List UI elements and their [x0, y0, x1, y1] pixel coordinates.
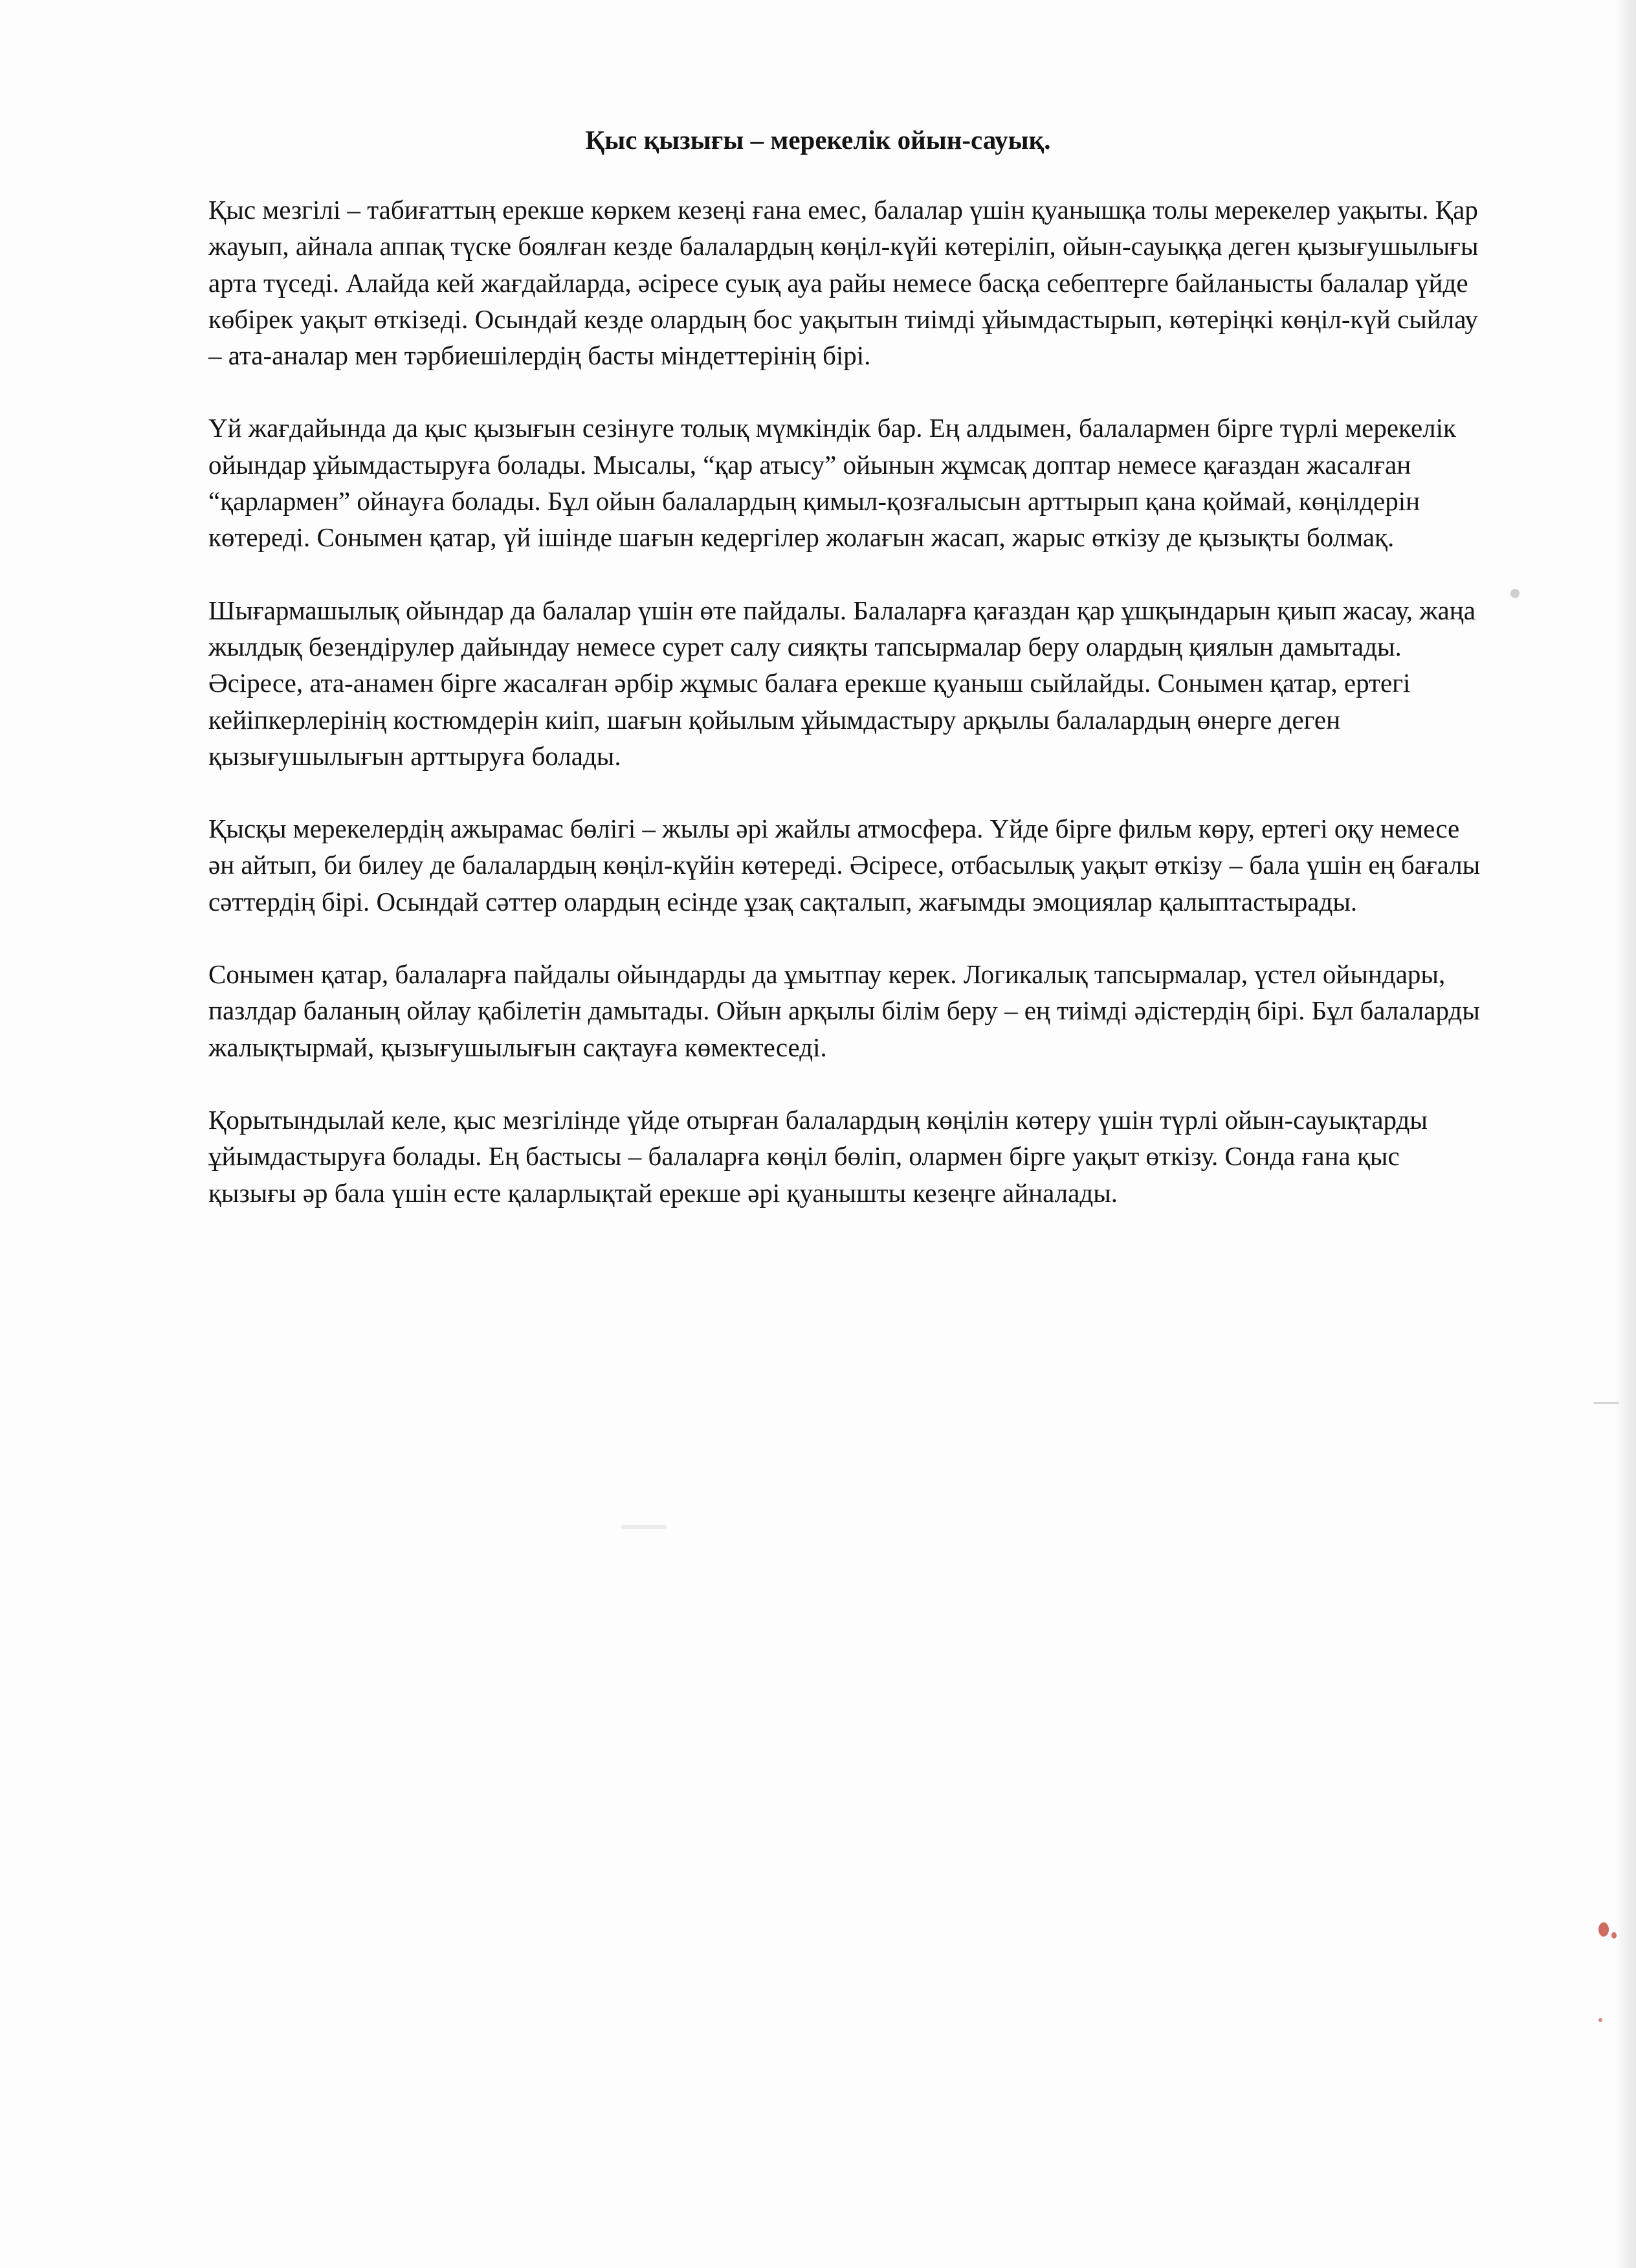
paragraph-3: Шығармашылық ойындар да балалар үшін өте пайдалы. Балаларға қағаздан қар ұшқындарын қиып жасау, жаңа жылдық безендірулер дайындау немесе сурет салу сияқты тапсырмалар беру олардың қиялын дамытады. Әсіресе, ата-анамен бірге жасалған әрбір жұмыс балаға ерекше қуаныш сыйлайды. Сонымен қатар, ертегі кейіпкерлерінің костюмдерін киіп, шағын қойылым ұйымдастыру арқылы балалардың өнерге деген қызығушылығын арттыруға болады. — [208, 595, 1476, 771]
page-edge-shadow — [1617, 0, 1636, 2268]
paragraph-4: Қысқы мерекелердің ажырамас бөлігі – жылы әрі жайлы атмосфера. Үйде бірге фильм көру, ертегі оқу немесе ән айтып, би билеу де балалардың көңіл-күйін көтереді. Әсіресе, отбасылық уақыт өткізу – бала үшін ең бағалы сәттердің бірі. Осындай сәттер олардың есінде ұзақ сақталып, жағымды эмоциялар қалыптастырады. — [208, 814, 1481, 917]
scan-smudge — [1510, 589, 1520, 598]
scan-smudge — [621, 1525, 667, 1529]
ink-spot — [1611, 1932, 1617, 1939]
paragraph-2: Үй жағдайында да қыс қызығын сезінуге толық мүмкіндік бар. Ең алдымен, балалармен бірге түрлі мерекелік ойындар ұйымдастыруға болады. Мысалы, “қар атысу” ойынын жұмсақ доптар немесе қағаздан жасалған “қарлармен” ойнауға болады. Бұл ойын балалардың қимыл-қозғалысын арттырып қана қоймай, көңілдерін көтереді. Сонымен қатар, үй ішінде шағын кедергілер жолағын жасап, жарыс өткізу де қызықты болмақ. — [208, 413, 1456, 553]
ink-spot — [1598, 1922, 1609, 1937]
document-body — [208, 192, 1490, 1211]
scan-smudge — [1593, 1402, 1619, 1404]
paragraph-5: Сонымен қатар, балаларға пайдалы ойындарды да ұмытпау керек. Логикалық тапсырмалар, үстел ойындары, пазлдар баланың ойлау қабілетін дамытады. Ойын арқылы білім беру – ең тиімді әдістердің бірі. Бұл балаларды жалықтырмай, қызығушылығын сақтауға көмектеседі. — [208, 959, 1480, 1062]
paragraph-1: Қыс мезгілі – табиғаттың ерекше көркем кезеңі ғана емес, балалар үшін қуанышқа толы мерекелер уақыты. Қар жауып, айнала аппақ түске боялған кезде балалардың көңіл-күйі көтеріліп, ойын-сауыққа деген қызығушылығы арта түседі. Алайда кей жағдайларда, әсіресе суық ауа райы немесе басқа себептерге байланысты балалар үйде көбірек уақыт өткізеді. Осындай кезде олардың бос уақытын тиімді ұйымдастырып, көтеріңкі көңіл-күй сыйлау – ата-аналар мен тәрбиешілердің басты міндеттерінің бірі. — [208, 195, 1479, 371]
ink-spot — [1598, 2018, 1602, 2022]
document-title: Қыс қызығы – мерекелік ойын-сауық. — [585, 125, 1051, 155]
paragraph-6: Қорытындылай келе, қыс мезгілінде үйде отырған балалардың көңілін көтеру үшін түрлі ойын-сауықтарды ұйымдастыруға болады. Ең бастысы – балаларға көңіл бөліп, олармен бірге уақыт өткізу. Сонда ғана қыс қызығы әр бала үшін есте қаларлықтай ерекше әрі қуанышты кезеңге айналады. — [208, 1104, 1428, 1208]
